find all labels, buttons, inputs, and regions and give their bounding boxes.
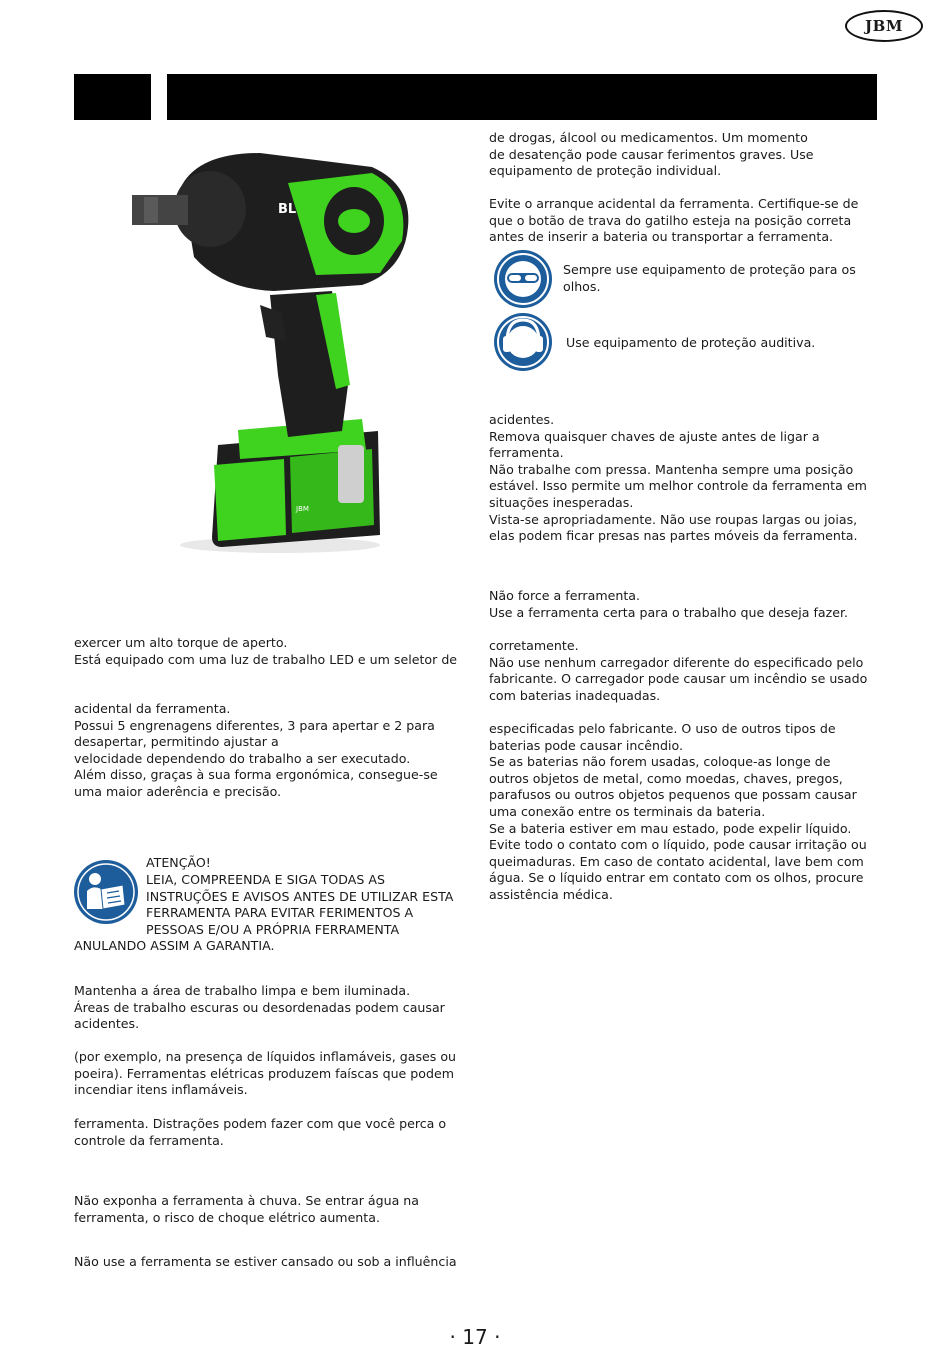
right-paragraph-3: acidentes. Remova quaisquer chaves de ajuste antes de ligar a ferramenta. Não trabalhe com pressa. Mantenha sempre uma posição estável. Isso permite um melhor controle da ferramenta em situações inesperadas. Vista-se apropriadamente. Não use roupas largas ou joias, elas podem ficar presas nas partes móveis da ferramenta. bbox=[489, 412, 867, 544]
intro-paragraph-2: acidental da ferramenta. Possui 5 engrenagens diferentes, 3 para apertar e 2 para desapertar, permitindo ajustar a velocidade dependendo do trabalho a ser executado. Além disso, graças à sua forma ergonómica, consegue-se uma maior aderência e precisão. bbox=[74, 701, 438, 799]
left-paragraph-2: (por exemplo, na presença de líquidos inflamáveis, gases ou poeira). Ferramentas elétricas produzem faíscas que podem incendiar itens inflamáveis. bbox=[74, 1049, 457, 1098]
left-paragraph-1: Mantenha a área de trabalho limpa e bem iluminada. Áreas de trabalho escuras ou desordenadas podem causar acidentes. bbox=[74, 983, 445, 1032]
warning-body: LEIA, COMPREENDA E SIGA TODAS AS INSTRUÇÕES E AVISOS ANTES DE UTILIZAR ESTA FERRAMENTA PARA EVITAR FERIMENTOS A PESSOAS E/OU A PRÓPRIA FERRAMENTA bbox=[146, 872, 454, 937]
eye-protection-icon bbox=[493, 249, 553, 309]
anvil-shape bbox=[132, 195, 188, 225]
right-paragraph-1: de drogas, álcool ou medicamentos. Um momento de desatenção pode causar ferimentos graves. Use equipamento de proteção individual. bbox=[489, 130, 814, 179]
eye-protection-text: Sempre use equipamento de proteção para os olhos. bbox=[563, 262, 856, 294]
right-paragraph-5: corretamente. Não use nenhum carregador diferente do especificado pelo fabricante. O carregador pode causar um incêndio se usado com baterias inadequadas. bbox=[489, 638, 868, 703]
impact-wrench-image bbox=[110, 145, 430, 565]
right-paragraph-2: Evite o arranque acidental da ferramenta. Certifique-se de que o botão de trava do gatilho esteja na posição correta antes de inserir a bateria ou transportar a ferramenta. bbox=[489, 196, 859, 245]
rear-logo-shape bbox=[338, 209, 370, 233]
right-paragraph-4: Não force a ferramenta. Use a ferramenta certa para o trabalho que deseja fazer. bbox=[489, 588, 849, 620]
left-paragraph-5: Não use a ferramenta se estiver cansado ou sob a influência bbox=[74, 1254, 457, 1269]
battery-front-shape bbox=[214, 459, 286, 541]
belt-clip-shape bbox=[338, 445, 364, 503]
warning-title: ATENÇÃO! bbox=[146, 855, 211, 870]
intro-paragraph-1: exercer um alto torque de aperto. Está equipado com uma luz de trabalho LED e um seletor de bbox=[74, 635, 458, 667]
header-bar-left bbox=[74, 74, 151, 120]
tool-label-text: BL bbox=[278, 202, 297, 217]
left-paragraph-4: Não exponha a ferramenta à chuva. Se entrar água na ferramenta, o risco de choque elétrico aumenta. bbox=[74, 1193, 420, 1225]
header-bar-right bbox=[167, 74, 877, 120]
warning-end: ANULANDO ASSIM A GARANTIA. bbox=[74, 938, 275, 953]
battery-logo-text: JBM bbox=[296, 505, 309, 513]
read-manual-icon bbox=[73, 859, 139, 925]
page-number: · 17 · bbox=[449, 1325, 501, 1349]
jbm-logo: JBM bbox=[845, 10, 923, 42]
hearing-protection-icon bbox=[493, 312, 553, 372]
left-paragraph-3: ferramenta. Distrações podem fazer com que você perca o controle da ferramenta. bbox=[74, 1116, 447, 1148]
right-paragraph-6: especificadas pelo fabricante. O uso de outros tipos de baterias pode causar incêndio. Se as baterias não forem usadas, coloque-as longe de outros objetos de metal, como moedas, chaves, pregos, parafusos ou outros objetos pequenos que possam causar uma conexão entre os terminais da bateria. Se a bateria estiver em mau estado, pode expelir líquido. Evite todo o contato com o líquido, pode causar irritação ou queimaduras. Em caso de contato acidental, lave bem com água. Se o líquido entrar em contato com os olhos, procure assistência médica. bbox=[489, 721, 867, 902]
hearing-protection-text: Use equipamento de proteção auditiva. bbox=[566, 335, 816, 350]
anvil-square-shape bbox=[144, 197, 158, 223]
